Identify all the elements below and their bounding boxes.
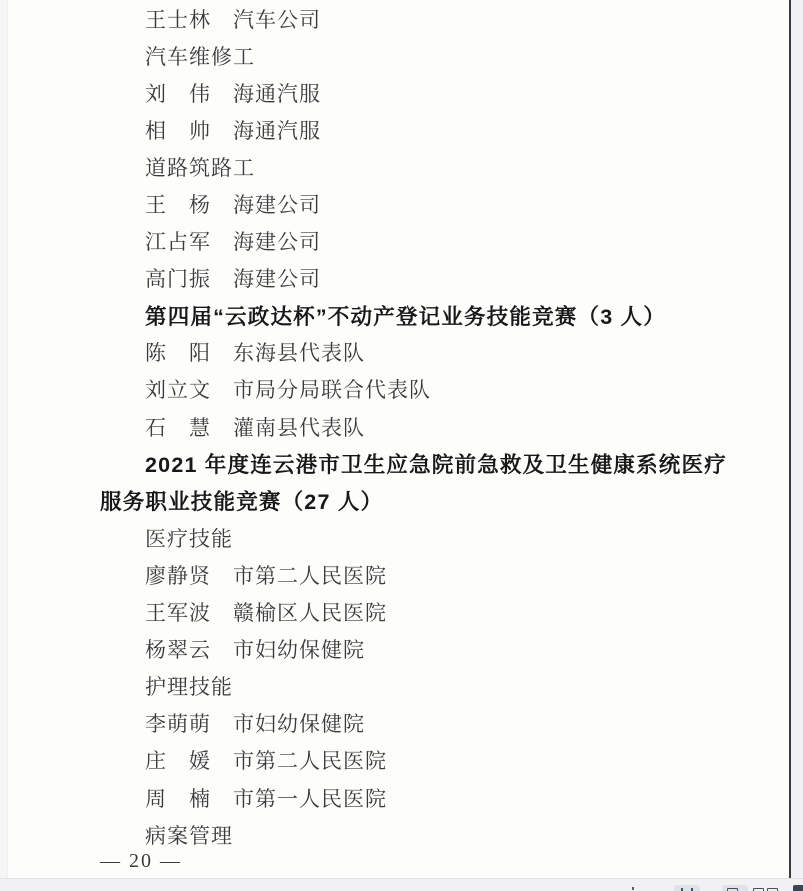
awardee-organization: 市妇幼保健院	[233, 638, 365, 663]
awardee-name: 江占军	[145, 230, 211, 255]
award-entry	[0, 556, 789, 593]
awardee-organization: 海通汽服	[233, 81, 321, 106]
category-label: 病案管理	[145, 823, 233, 848]
two-page-view-icon[interactable]	[752, 885, 782, 891]
awardee-organization: 东海县代表队	[233, 341, 365, 366]
award-entry	[0, 705, 789, 742]
page-width-view-icon[interactable]	[674, 885, 700, 891]
awardee-organization: 赣榆区人民医院	[233, 601, 387, 626]
awardee-name: 杨翠云	[145, 638, 211, 663]
award-entry	[0, 742, 789, 779]
awardee-name: 相 帅	[145, 118, 211, 143]
right-gutter	[791, 0, 803, 878]
award-entry	[0, 334, 789, 371]
awardee-organization: 灌南县代表队	[233, 415, 365, 440]
page-left-margin-strip	[0, 0, 8, 878]
zoom-control-fragment[interactable]	[793, 885, 803, 891]
award-entry	[0, 594, 789, 631]
award-entry	[0, 631, 789, 668]
award-entry	[0, 779, 789, 816]
competition-title: 第四届“云政达杯”不动产登记业务技能竞赛（3 人）	[145, 304, 666, 329]
awardee-name: 庄 媛	[145, 749, 211, 774]
award-entry	[0, 371, 789, 408]
competition-title: 服务职业技能竞赛（27 人）	[100, 490, 384, 515]
awardee-name: 陈 阳	[145, 341, 211, 366]
competition-title: 2021 年度连云港市卫生应急院前急救及卫生健康系统医疗	[145, 453, 727, 478]
category-label: 汽车维修工	[145, 44, 255, 69]
awardee-organization: 海通汽服	[233, 118, 321, 143]
awardee-name: 刘 伟	[145, 81, 211, 106]
awardee-organization: 市第二人民医院	[233, 563, 387, 588]
awardee-organization: 市妇幼保健院	[233, 712, 365, 737]
awardee-organization: 海建公司	[233, 267, 321, 292]
page-number: — 20 —	[100, 850, 182, 872]
awardee-organization: 汽车公司	[233, 7, 321, 32]
awardee-name: 周 楠	[145, 786, 211, 811]
single-page-view-icon[interactable]	[722, 885, 748, 891]
awardee-name: 王 杨	[145, 193, 211, 218]
category-label: 护理技能	[145, 675, 233, 700]
award-entry	[0, 0, 789, 37]
awardee-name: 刘立文	[145, 378, 211, 403]
awardee-name: 高门振	[145, 267, 211, 292]
awardee-organization: 海建公司	[233, 193, 321, 218]
award-entry	[0, 260, 789, 297]
awardee-name: 王士林	[145, 7, 211, 32]
award-entry	[0, 223, 789, 260]
awardee-name: 李萌萌	[145, 712, 211, 737]
reading-view-icon[interactable]	[624, 885, 642, 891]
award-entry	[0, 408, 789, 445]
awardee-name: 王军波	[145, 601, 211, 626]
awardee-organization: 市第二人民医院	[233, 749, 387, 774]
awardee-organization: 海建公司	[233, 230, 321, 255]
category-label: 道路筑路工	[145, 155, 255, 180]
award-entry	[0, 74, 789, 111]
awardee-organization: 市第一人民医院	[233, 786, 387, 811]
status-bar	[0, 878, 803, 891]
awardee-organization: 市局分局联合代表队	[233, 378, 431, 403]
award-entry	[0, 111, 789, 148]
category-label: 医疗技能	[145, 526, 233, 551]
awardee-name: 石 慧	[145, 415, 211, 440]
awardee-name: 廖静贤	[145, 563, 211, 588]
award-entry	[0, 185, 789, 222]
